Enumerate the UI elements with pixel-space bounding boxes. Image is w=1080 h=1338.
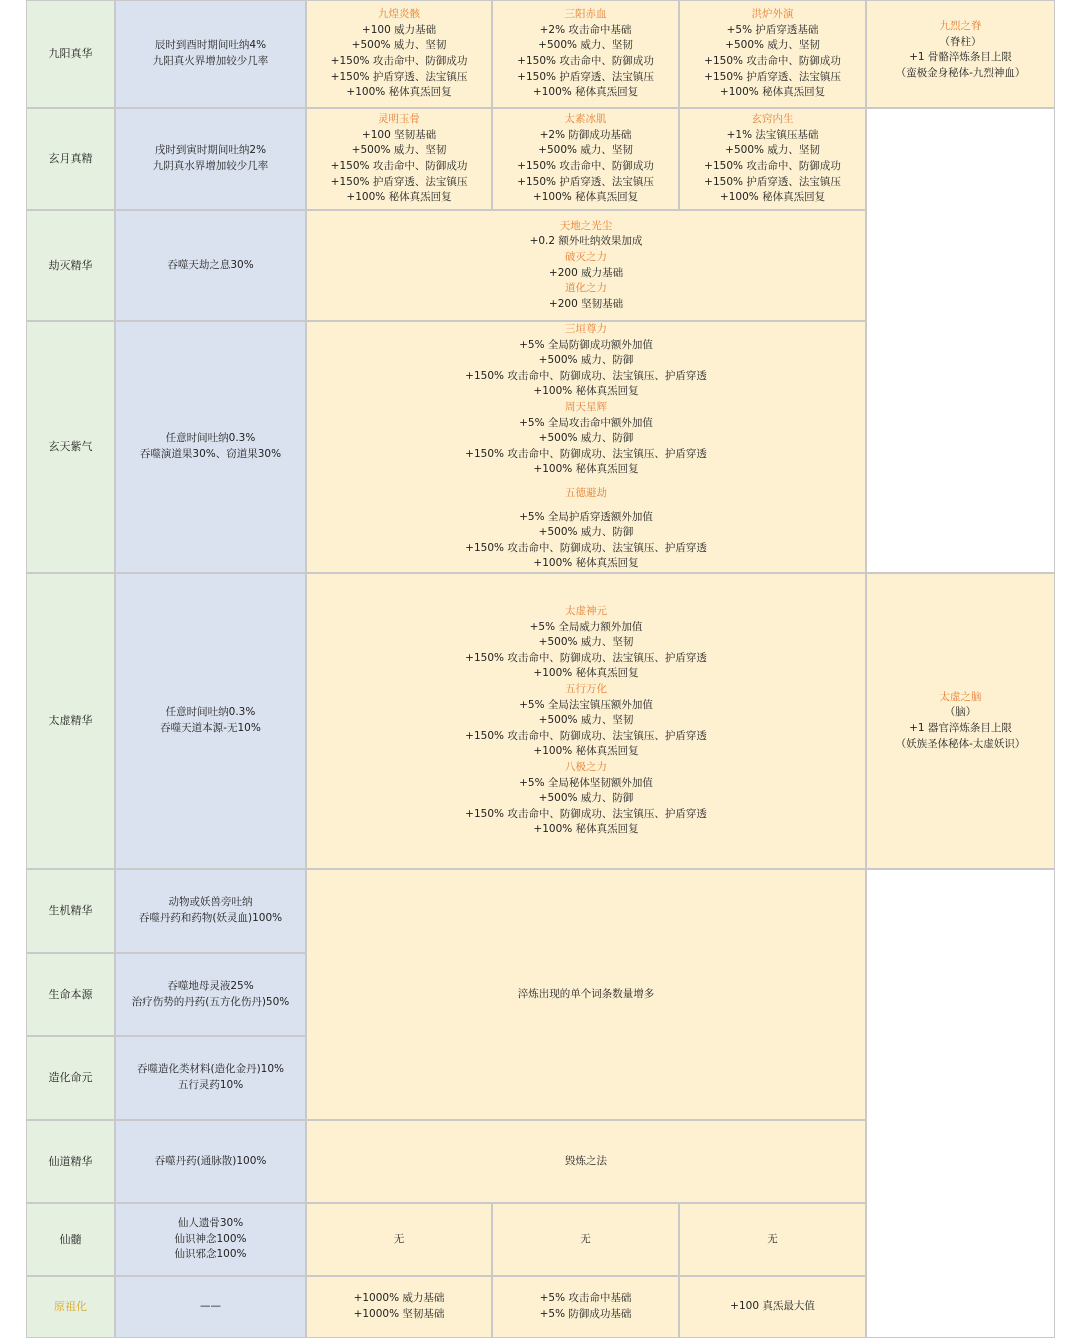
effect-cell <box>306 1120 866 1203</box>
effect-title: 灵明玉骨 <box>378 113 420 126</box>
effect-line: +5% 全局攻击命中额外加值 <box>519 416 653 429</box>
effect-line: +2% 攻击命中基础 <box>539 23 632 36</box>
effect-line: +150% 攻击命中、防御成功 <box>330 55 468 67</box>
source-line: 仙识神念100% <box>174 1232 247 1245</box>
effect-line: +150% 攻击命中、防御成功 <box>517 55 654 67</box>
extra-line: （妖族圣体秘体-太虚妖识） <box>895 737 1026 750</box>
effect-line: +100% 秘体真炁回复 <box>533 823 639 836</box>
effect-line: +150% 护盾穿透、法宝镇压 <box>330 70 468 83</box>
effect-line: +2% 防御成功基础 <box>539 128 632 141</box>
source-line: 吞噬演道果30%、窃道果30% <box>139 448 282 460</box>
effect-cell <box>306 210 866 321</box>
extra-line: +1 器官淬炼条目上限 <box>909 722 1012 734</box>
effect-title: 太虚神元 <box>565 605 607 618</box>
effect-title: 三阳赤血 <box>564 8 607 21</box>
effect-line: +100% 秘体真炁回复 <box>532 86 639 99</box>
row-name <box>26 1120 115 1203</box>
source-line: 吞噬造化类材料(造化金丹)10% <box>136 1063 285 1076</box>
row-name <box>26 321 115 573</box>
effect-line: 毁炼之法 <box>565 1154 607 1167</box>
effect-title: 道化之力 <box>565 282 607 295</box>
source-line: 吞噬天劫之息30% <box>167 258 254 271</box>
source-line: 吞噬丹药(通脉散)100% <box>154 1154 267 1167</box>
effect-line: +150% 护盾穿透、法宝镇压 <box>704 70 841 83</box>
effect-line: +5% 全局秘体坚韧额外加值 <box>519 776 653 789</box>
empty-cell <box>866 108 1055 573</box>
effect-line: +500% 威力、坚韧 <box>538 39 633 52</box>
effect-cell <box>679 1203 866 1276</box>
effect-cell <box>306 1276 492 1338</box>
source-line: 动物或妖兽旁吐纳 <box>168 896 253 909</box>
effect-title: 五德避劫 <box>565 486 607 499</box>
row-name-text: 玄天紫气 <box>48 440 93 454</box>
source-line: 仙识邪念100% <box>174 1248 247 1261</box>
row-name <box>26 210 115 321</box>
row-name-text: 原祖化 <box>54 1300 87 1314</box>
row-name-text: 劫灭精华 <box>48 258 93 272</box>
source-line: 治疗伤势的丹药(五方化伤丹)50% <box>131 995 290 1008</box>
effect-line: +500% 威力、防御 <box>538 354 634 367</box>
effect-title: 九煌炎骸 <box>378 8 420 21</box>
source-line: 九阳真火界增加较少几率 <box>152 55 269 67</box>
effect-line: +5% 全局防御成功额外加值 <box>519 338 653 351</box>
effect-title: 天地之光尘 <box>559 219 613 232</box>
extra-line: （蛮极金身秘体-九烈神血） <box>895 66 1026 79</box>
effect-line: +150% 攻击命中、防御成功、法宝镇压、护盾穿透 <box>465 651 707 664</box>
source-cell <box>115 1203 306 1276</box>
source-cell <box>115 1276 306 1338</box>
source-line: 戌时到寅时期间吐纳2% <box>154 144 267 157</box>
row-name-text: 生机精华 <box>48 904 93 918</box>
effect-title: 五行万化 <box>565 683 607 696</box>
effect-line: +100% 秘体真炁回复 <box>346 86 452 99</box>
row-name-text: 仙道精华 <box>48 1154 93 1168</box>
effect-title: 洪炉外演 <box>751 8 794 21</box>
effect-title: 三垣尊力 <box>565 323 607 335</box>
effect-line: +500% 威力、坚韧 <box>538 636 634 649</box>
effect-cell <box>492 1276 679 1338</box>
effect-line: +100% 秘体真炁回复 <box>532 191 639 204</box>
effect-line: +100% 秘体真炁回复 <box>533 463 639 476</box>
effect-cell <box>679 108 866 210</box>
source-line: 仙人遗骨30% <box>177 1217 244 1230</box>
row-name <box>26 1036 115 1120</box>
effect-cell <box>306 1203 492 1276</box>
effect-title: 周天星辉 <box>565 400 607 413</box>
source-line: 吞噬地母灵液25% <box>167 979 254 992</box>
merged-effect-text: 淬炼出现的单个词条数量增多 <box>517 987 655 1000</box>
effect-line: +5% 全局法宝镇压额外加值 <box>519 698 653 711</box>
effect-line: 无 <box>767 1232 778 1245</box>
source-line: 吞噬丹药和药物(妖灵血)100% <box>138 912 283 924</box>
effect-line: +100% 秘体真炁回复 <box>719 191 826 204</box>
effect-line: +150% 护盾穿透、法宝镇压 <box>330 175 468 188</box>
effect-title: 太素冰肌 <box>564 113 607 126</box>
effect-line: +5% 护盾穿透基础 <box>726 23 819 36</box>
effect-line: +150% 攻击命中、防御成功 <box>330 160 468 172</box>
effect-line: +150% 攻击命中、防御成功、法宝镇压、护盾穿透 <box>465 807 707 820</box>
effect-line: +100% 秘体真炁回复 <box>533 667 639 680</box>
row-name-text: 太虚精华 <box>48 714 93 728</box>
row-name <box>26 953 115 1036</box>
source-line: —— <box>200 1300 221 1313</box>
extra-line: （脑） <box>944 706 977 719</box>
effect-line: 无 <box>580 1232 591 1245</box>
row-name-text: 生命本源 <box>48 987 93 1001</box>
source-cell <box>115 573 306 869</box>
source-line: 任意时间吐纳0.3% <box>165 706 256 719</box>
effect-line: +0.2 额外吐纳效果加成 <box>529 235 643 248</box>
effect-line: +200 坚韧基础 <box>548 297 624 310</box>
effect-line: +200 威力基础 <box>548 266 624 279</box>
source-cell <box>115 869 306 953</box>
effect-line: +150% 攻击命中、防御成功 <box>704 55 841 67</box>
empty-cell <box>866 869 1055 1338</box>
row-name-text: 仙髓 <box>59 1232 82 1246</box>
effect-line: +150% 攻击命中、防御成功、法宝镇压、护盾穿透 <box>465 369 707 382</box>
effect-cell <box>492 0 679 108</box>
effect-line: +150% 攻击命中、防御成功 <box>517 160 654 172</box>
effect-line: +100% 秘体真炁回复 <box>533 745 639 758</box>
source-cell <box>115 1120 306 1203</box>
effect-cell <box>679 1276 866 1338</box>
effect-line: +500% 威力、防御 <box>538 432 634 445</box>
effect-line: +500% 威力、坚韧 <box>725 39 820 52</box>
source-line: 任意时间吐纳0.3% <box>165 432 256 445</box>
extra-line: （脊柱） <box>939 35 982 48</box>
effect-line: +5% 全局护盾穿透额外加值 <box>519 510 653 523</box>
effect-cell <box>492 1203 679 1276</box>
effect-line: +100 威力基础 <box>361 23 437 36</box>
extra-cell <box>866 573 1055 869</box>
effect-line: +100 坚韧基础 <box>361 128 437 141</box>
effect-line: +100% 秘体真炁回复 <box>533 385 639 398</box>
effect-line: +500% 威力、防御 <box>538 526 634 539</box>
source-cell <box>115 953 306 1036</box>
source-line: 辰时到酉时期间吐纳4% <box>154 39 267 52</box>
effect-title: 八极之力 <box>565 760 607 773</box>
effect-line: +1000% 威力基础 <box>353 1292 445 1305</box>
effect-line: +150% 攻击命中、防御成功、法宝镇压、护盾穿透 <box>465 541 707 554</box>
effect-line: +500% 威力、防御 <box>538 792 634 805</box>
effect-line: +500% 威力、坚韧 <box>351 144 447 157</box>
effect-line: +1% 法宝镇压基础 <box>726 128 819 141</box>
effect-line: +150% 攻击命中、防御成功、法宝镇压、护盾穿透 <box>465 447 707 460</box>
source-line: 吞噬天道本源-无10% <box>160 722 261 734</box>
source-cell <box>115 321 306 573</box>
effect-line: +100% 秘体真炁回复 <box>346 191 452 204</box>
extra-title: 太虚之脑 <box>939 690 982 703</box>
effect-cell <box>306 573 866 869</box>
merged-effect-cell <box>306 869 866 1120</box>
effect-title: 破灭之力 <box>565 250 607 263</box>
effect-line: +150% 攻击命中、防御成功 <box>704 160 841 172</box>
effect-cell <box>679 0 866 108</box>
effect-line: +5% 防御成功基础 <box>539 1308 632 1320</box>
effect-title: 玄窍内生 <box>751 113 794 126</box>
effect-line: +500% 威力、坚韧 <box>538 144 633 157</box>
effect-line: +150% 护盾穿透、法宝镇压 <box>517 175 654 188</box>
row-name-text: 造化命元 <box>48 1071 93 1085</box>
effect-line: +100 真炁最大值 <box>730 1300 815 1313</box>
effect-line: +5% 全局威力额外加值 <box>529 620 643 633</box>
source-line: 五行灵药10% <box>177 1079 244 1091</box>
effect-cell <box>306 0 492 108</box>
extra-line: +1 骨骼淬炼条目上限 <box>909 51 1012 64</box>
effect-line: +100% 秘体真炁回复 <box>719 86 826 99</box>
row-name <box>26 1203 115 1276</box>
effect-line: +500% 威力、坚韧 <box>538 714 634 727</box>
effect-cell <box>306 108 492 210</box>
effect-line: +500% 威力、坚韧 <box>725 144 820 157</box>
effect-line: +150% 护盾穿透、法宝镇压 <box>704 175 841 188</box>
source-cell <box>115 0 306 108</box>
row-name <box>26 0 115 108</box>
effect-line: +500% 威力、坚韧 <box>351 39 447 52</box>
row-name-text: 九阳真华 <box>48 47 93 61</box>
source-cell <box>115 108 306 210</box>
source-cell <box>115 210 306 321</box>
source-cell <box>115 1036 306 1120</box>
row-name <box>26 108 115 210</box>
row-name <box>26 573 115 869</box>
effect-line: +1000% 坚韧基础 <box>353 1308 445 1320</box>
row-name <box>26 869 115 953</box>
extra-cell <box>866 0 1055 108</box>
effect-cell <box>306 321 866 573</box>
row-name-text: 玄月真精 <box>48 152 93 166</box>
effect-cell <box>492 108 679 210</box>
effect-line: +150% 攻击命中、防御成功、法宝镇压、护盾穿透 <box>465 729 707 742</box>
source-line: 九阴真水界增加较少几率 <box>152 160 269 172</box>
effect-line: +5% 攻击命中基础 <box>539 1292 632 1305</box>
row-name <box>26 1276 115 1338</box>
effect-line: 无 <box>393 1232 405 1245</box>
effect-line: +100% 秘体真炁回复 <box>533 557 639 570</box>
extra-title: 九烈之脊 <box>939 20 982 32</box>
effect-line: +150% 护盾穿透、法宝镇压 <box>517 70 654 83</box>
